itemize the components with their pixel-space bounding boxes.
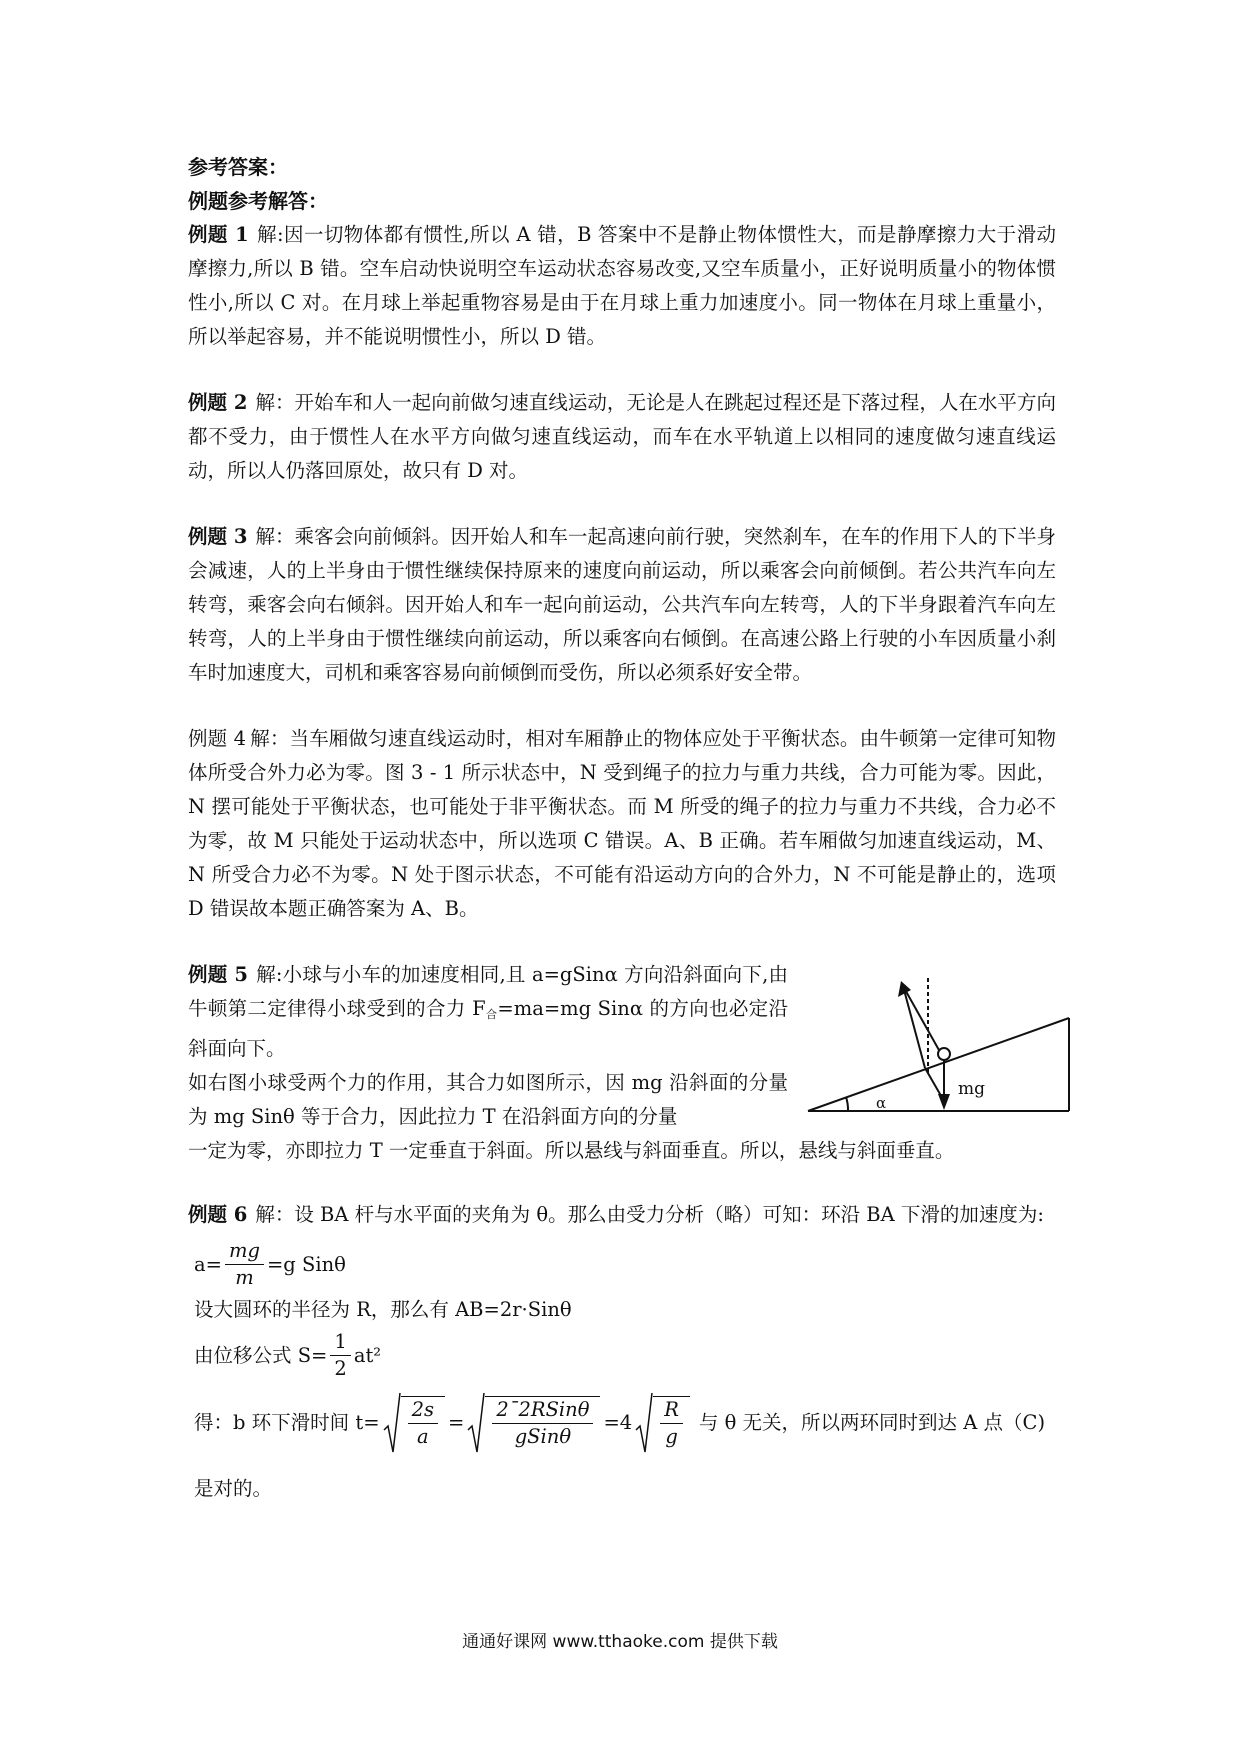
acceleration-formula [194, 1238, 1056, 1291]
example-6-text: 解：设 BA 杆与水平面的夹角为 θ。那么由受力分析（略）可知：环沿 BA 下滑的加速度为: [255, 1203, 1044, 1226]
incline-force-diagram [806, 966, 1074, 1116]
tension-string [903, 986, 944, 1059]
sqrt3-denominator: g [665, 1425, 678, 1448]
example-6-label: 例题 6 [188, 1203, 248, 1226]
time-formula [194, 1392, 1056, 1454]
half-numerator: 1 [330, 1329, 350, 1356]
example-2-label: 例题 2 [188, 391, 248, 414]
example-4 [188, 722, 1056, 926]
radical-sign-icon [635, 1392, 653, 1454]
radical-sign-icon [383, 1392, 401, 1454]
example-1-text: 解:因一切物体都有惯性,所以 A 错，B 答案中不是静止物体惯性大，而是静摩擦力大于滑动摩擦力,所以 B 错。空车启动快说明空车运动状态容易改变,又空车质量小，正好说明质量小的物体惯性小,所以 C 对。在月球上举起重物容易是由于在月球上重力加速度小。同一物体在月球上重量小，所以举起容易，并不能说明惯性小，所以 D 错。 [188, 223, 1057, 348]
ball [938, 1048, 950, 1060]
answer-content [188, 150, 1056, 1508]
example-5-label: 例题 5 [188, 963, 248, 986]
conclusion-line [194, 1472, 1056, 1506]
example-3 [188, 520, 1056, 690]
displacement-suffix: at² [353, 1343, 382, 1367]
example-1 [188, 218, 1056, 354]
fraction-denominator: m [235, 1266, 254, 1289]
a-prefix: a= [194, 1252, 222, 1276]
gravity-arrowhead [938, 1094, 950, 1110]
sqrt1-denominator: a [416, 1425, 429, 1448]
example-3-text: 解：乘客会向前倾斜。因开始人和车一起高速向前行驶，突然刹车，在车的作用下人的下半身会减速，人的上半身由于惯性继续保持原来的速度向前运动，所以乘客会向前倾倒。若公共汽车向左转弯，乘客会向右倾斜。因开始人和车一起向前运动，公共汽车向左转弯，人的下半身跟着汽车向左转弯，人的上半身由于惯性继续向前运动，所以乘客向右倾倒。在高速公路上行驶的小车因质量小刹车时加速度大，司机和乘客容易向前倾倒而受伤，所以必须系好安全带。 [188, 525, 1056, 684]
sqrt-R-over-g [635, 1392, 690, 1454]
time-suffix: 与 θ 无关，所以两环同时到达 A 点（C) [698, 1411, 1046, 1434]
half-denominator: 2 [334, 1357, 347, 1380]
example-5-tail: 一定为零，亦即拉力 T 一定垂直于斜面。所以悬线与斜面垂直。所以，悬线与斜面垂直。 [188, 1139, 955, 1162]
mg-over-m-fraction [225, 1238, 264, 1291]
example-6 [188, 1198, 1056, 1232]
page-footer: 通通好课网 www.tthaoke.com 提供下载 [462, 1632, 778, 1652]
example-5-text-block [188, 958, 788, 1134]
parallelogram-side-2 [903, 986, 925, 1068]
example-3-label: 例题 3 [188, 525, 248, 548]
sqrt2-denominator: gSinθ [514, 1425, 572, 1448]
equals-four: =4 [603, 1411, 633, 1434]
example-5-part1: 解:小球与小车的加速度相同,且 a=gSinα 方向沿斜面向下,由牛顿第二定律得小球受到的合力 F [188, 963, 788, 1020]
angle-arc [846, 1097, 848, 1111]
displacement-formula [194, 1329, 1056, 1382]
displacement-prefix: 由位移公式 S= [194, 1343, 328, 1367]
radius-text: 设大圆环的半径为 R，那么有 AB=2r·Sinθ [194, 1298, 572, 1321]
example-2 [188, 386, 1056, 488]
mg-label: mg [958, 1079, 986, 1099]
example-4-text: 解：当车厢做匀速直线运动时，相对车厢静止的物体应处于平衡状态。由牛顿第一定律可知物体所受合外力必为零。图 3 - 1 所示状态中，N 受到绳子的拉力与重力共线，合力可能为零。因此，N 摆可能处于平衡状态，也可能处于非平衡状态。而 M 所受的绳子的拉力与重力不共线，合力必不为零，故 M 只能处于运动状态中，所以选项 C 错误。A、B 正确。若车厢做匀加速直线运动，M、N 所受合力必不为零。N 处于图示状态，不可能有沿运动方向的合外力，N 不可能是静止的，选项 D 错误故本题正确答案为 A、B。 [188, 727, 1056, 920]
incline-slope [808, 1018, 1069, 1111]
example-6-derivation [194, 1238, 1056, 1506]
example-2-text: 解：开始车和人一起向前做匀速直线运动，无论是人在跳起过程还是下落过程，人在水平方向都不受力，由于惯性人在水平方向做匀速直线运动，而车在水平轨道上以相同的速度做匀速直线运动，所以人仍落回原处，故只有 D 对。 [188, 391, 1056, 482]
example-5-part3: 如右图小球受两个力的作用，其合力如图所示，因 mg 沿斜面的分量为 mg Sinθ 等于合力，因此拉力 T 在沿斜面方向的分量 [188, 1071, 788, 1128]
a-suffix: =g Sinθ [266, 1252, 346, 1276]
fraction-numerator: mg [225, 1238, 264, 1265]
sqrt1-numerator: 2s [408, 1397, 438, 1424]
time-prefix: 得：b 环下滑时间 t= [194, 1411, 380, 1434]
radical-sign-icon [467, 1392, 485, 1454]
equals-sign: = [447, 1411, 465, 1434]
radius-line [194, 1293, 1056, 1327]
example-5-part2: =ma=mg Sinα 的方向也必定沿斜面向下。 [188, 997, 789, 1060]
example-1-label: 例题 1 [188, 223, 249, 246]
example-5 [188, 958, 1056, 1168]
heading-example-solutions: 例题参考解答： [188, 189, 328, 213]
alpha-label: α [876, 1094, 887, 1112]
example-4-label: 例题 4 [188, 727, 247, 750]
sqrt3-numerator: R [660, 1397, 683, 1424]
conclusion-text: 是对的。 [194, 1477, 273, 1500]
half-fraction [330, 1329, 350, 1382]
sqrt-2s-over-a [383, 1392, 445, 1454]
sqrt2-numerator: 2ˉ2RSinθ [492, 1397, 593, 1424]
sqrt-2R-sin-over-g-sin [467, 1392, 600, 1454]
heading-reference-answers: 参考答案： [188, 155, 288, 179]
example-5-subscript: 合 [485, 1008, 498, 1021]
